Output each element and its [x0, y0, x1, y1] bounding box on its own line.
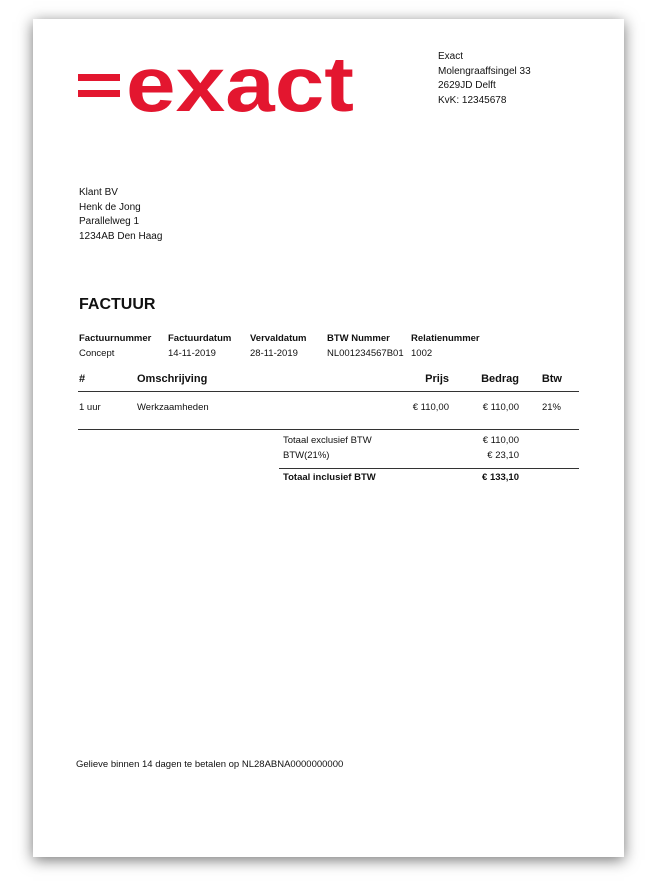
client-contact: Henk de Jong: [79, 201, 141, 213]
row-amount: € 110,00: [482, 402, 519, 413]
meta-header-invoice-number: Factuurnummer: [79, 333, 152, 344]
row-vat: 21%: [541, 402, 561, 413]
exact-logo: [78, 53, 358, 117]
meta-value-invoice-number: Concept: [79, 348, 115, 359]
logo-wordmark: exact: [126, 53, 355, 117]
col-header-description: Omschrijving: [137, 373, 208, 385]
meta-header-due-date: Vervaldatum: [250, 333, 307, 344]
payment-instructions: Gelieve binnen 14 dagen te betalen op NL28ABNA0000000000: [76, 759, 344, 770]
row-description: Werkzaamheden: [137, 402, 209, 413]
client-address: [79, 186, 162, 244]
sender-address: [438, 50, 531, 108]
col-header-number: #: [79, 373, 86, 385]
meta-value-invoice-date: 14-11-2019: [168, 348, 216, 359]
sender-name: Exact: [438, 51, 464, 62]
row-price: € 110,00: [412, 402, 449, 413]
total-incl-vat-value: € 133,10: [482, 472, 519, 483]
row-quantity: 1 uur: [79, 402, 101, 413]
meta-value-vat-number: NL001234567B01: [327, 348, 404, 359]
vat-amount-value: € 23,10: [487, 450, 519, 461]
meta-header-relation-number: Relatienummer: [411, 333, 480, 344]
sender-city: 2629JD Delft: [438, 80, 496, 91]
col-header-amount: Bedrag: [481, 373, 519, 385]
sender-street: Molengraaffsingel 33: [438, 65, 531, 77]
total-incl-vat-label: Totaal inclusief BTW: [283, 472, 376, 483]
sender-kvk: KvK: 12345678: [438, 94, 507, 106]
col-header-vat: Btw: [541, 373, 562, 385]
table-end-divider: [78, 429, 579, 430]
client-company: Klant BV: [79, 187, 118, 198]
meta-value-due-date: 28-11-2019: [250, 348, 298, 359]
vat-amount-label: BTW(21%): [283, 450, 330, 461]
client-street: Parallelweg 1: [79, 216, 140, 227]
meta-header-invoice-date: Factuurdatum: [168, 333, 232, 344]
total-excl-vat-label: Totaal exclusief BTW: [283, 435, 372, 446]
client-city: 1234AB Den Haag: [79, 230, 163, 242]
total-excl-vat-value: € 110,00: [482, 435, 519, 446]
totals-divider: [279, 468, 579, 469]
meta-value-relation-number: 1002: [411, 348, 433, 359]
table-header-divider: [78, 391, 579, 392]
invoice-title: FACTUUR: [79, 296, 156, 313]
invoice-page: [33, 19, 624, 857]
col-header-price: Prijs: [425, 373, 449, 385]
meta-header-vat-number: BTW Nummer: [327, 333, 390, 344]
